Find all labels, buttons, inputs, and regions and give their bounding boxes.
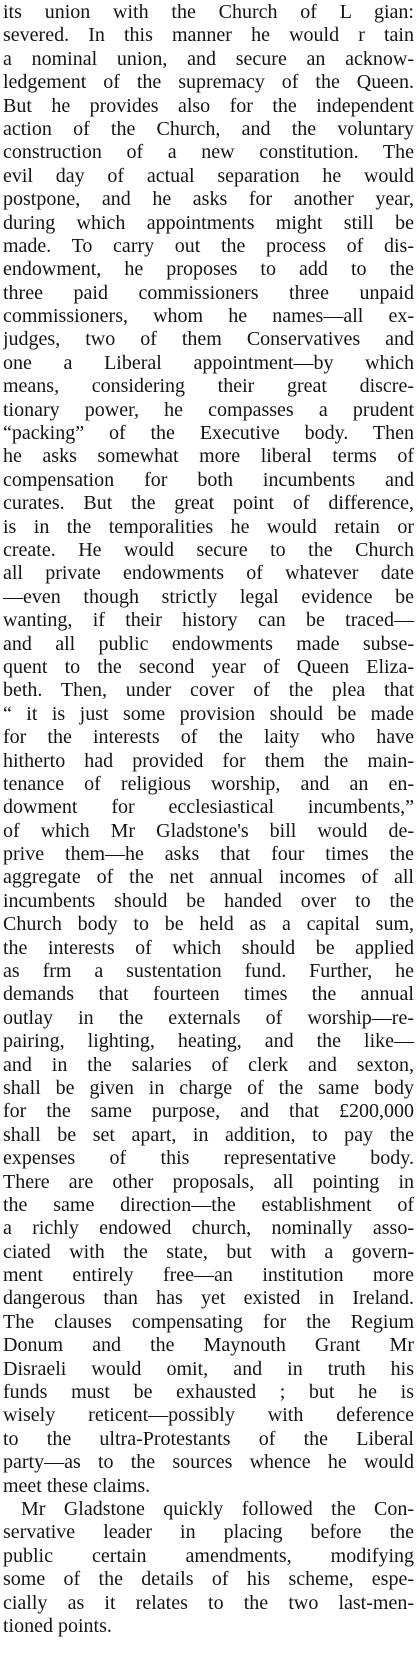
text-line: dangerous than has yet existed in Ireland.: [3, 1287, 414, 1310]
text-line: demands that fourteen times the annual: [3, 983, 414, 1006]
text-line: expenses of this representative body.: [3, 1147, 414, 1170]
text-line: But he provides also for the independent: [3, 94, 414, 117]
text-line: create. He would secure to the Church: [3, 538, 414, 561]
text-line: cially as it relates to the two last-men-: [3, 1591, 414, 1614]
text-line: means, considering their great discre-: [3, 375, 414, 398]
text-line: dowment for ecclesiastical incumbents,”: [3, 796, 414, 819]
article-paragraph-1: [3, 1, 414, 1498]
text-line: during which appointments might still be: [3, 211, 414, 234]
text-line: severed. In this manner he would r tain: [3, 24, 414, 47]
text-line: the interests of which should be applied: [3, 936, 414, 959]
text-line: quent to the second year of Queen Eliza-: [3, 655, 414, 678]
text-line: Mr Gladstone quickly followed the Con-: [21, 1498, 414, 1520]
text-line: pairing, lighting, heating, and the like—: [3, 1030, 414, 1053]
text-line: postpone, and he asks for another year,: [3, 188, 414, 211]
text-line: and in the salaries of clerk and sexton,: [3, 1053, 414, 1076]
text-line: ciated with the state, but with a govern-: [3, 1240, 414, 1263]
text-line: for the same purpose, and that £200,000: [3, 1100, 414, 1123]
text-line: aggregate of the net annual incomes of all: [3, 866, 414, 889]
text-line: hitherto had provided for them the main-: [3, 749, 414, 772]
text-line: There are other proposals, all pointing in: [3, 1170, 414, 1193]
text-line: tenance of religious worship, and an en-: [3, 772, 414, 795]
text-line: tionary power, he compasses a prudent: [3, 398, 414, 421]
text-line: judges, two of them Conservatives and: [3, 328, 414, 351]
text-line: The clauses compensating for the Regium: [3, 1310, 414, 1333]
text-line: wanting, if their history can be traced—: [3, 609, 414, 632]
text-line: ledgement of the supremacy of the Queen.: [3, 71, 414, 94]
text-line: one a Liberal appointment—by which: [3, 351, 414, 374]
text-line: funds must be exhausted ; but he is: [3, 1381, 414, 1404]
text-line: its union with the Church of L gian:: [3, 1, 414, 23]
text-line: a nominal union, and secure an acknow-: [3, 47, 414, 70]
text-line: —even though strictly legal evidence be: [3, 585, 414, 608]
text-line: incumbents should be handed over to the: [3, 889, 414, 912]
text-line: ment entirely free—an institution more: [3, 1264, 414, 1287]
text-line: for the interests of the laity who have: [3, 726, 414, 749]
text-line: beth. Then, under cover of the plea that: [3, 679, 414, 702]
text-line: “ it is just some provision should be made: [3, 702, 414, 725]
text-line: construction of a new constitution. The: [3, 141, 414, 164]
text-line: a richly endowed church, nominally asso-: [3, 1217, 414, 1240]
text-line: party—as to the sources whence he would: [3, 1451, 414, 1474]
text-line: evil day of actual separation he would: [3, 164, 414, 187]
text-line: meet these claims.: [3, 1474, 151, 1497]
text-line: commissioners, whom he names—all ex-: [3, 305, 414, 328]
text-line: he asks somewhat more liberal terms of: [3, 445, 414, 468]
text-line: wisely reticent—possibly with deference: [3, 1404, 414, 1427]
text-line: all private endowments of whatever date: [3, 562, 414, 585]
text-line: endowment, he proposes to add to the: [3, 258, 414, 281]
text-line: prive them—he asks that four times the: [3, 843, 414, 866]
newspaper-column: [3, 0, 414, 1638]
text-line: outlay in the externals of worship—re-: [3, 1006, 414, 1029]
text-line: public certain amendments, modifying: [3, 1544, 414, 1567]
article-paragraph-2: [3, 1498, 414, 1638]
text-line: compensation for both incumbents and: [3, 468, 414, 491]
text-line: shall be given in charge of the same body: [3, 1076, 414, 1099]
text-line: to the ultra-Protestants of the Liberal: [3, 1427, 414, 1450]
text-line: as frm a sustentation fund. Further, he: [3, 960, 414, 983]
text-line: Church body to be held as a capital sum,: [3, 913, 414, 936]
text-line: is in the temporalities he would retain or: [3, 515, 414, 538]
text-line: servative leader in placing before the: [3, 1521, 414, 1544]
text-line: made. To carry out the process of dis-: [3, 234, 414, 257]
text-line: curates. But the great point of difference,: [3, 492, 414, 515]
text-line: action of the Church, and the voluntary: [3, 117, 414, 140]
text-line: of which Mr Gladstone's bill would de-: [3, 819, 414, 842]
text-line: some of the details of his scheme, espe-: [3, 1568, 414, 1591]
text-line: tioned points.: [3, 1614, 112, 1637]
text-line: shall be set apart, in addition, to pay the: [3, 1123, 414, 1146]
text-line: three paid commissioners three unpaid: [3, 281, 414, 304]
text-line: “packing” of the Executive body. Then: [3, 422, 414, 445]
text-line: the same direction—the establishment of: [3, 1193, 414, 1216]
text-line: and all public endowments made subse-: [3, 632, 414, 655]
text-line: Donum and the Maynouth Grant Mr: [3, 1334, 414, 1357]
text-line: Disraeli would omit, and in truth his: [3, 1357, 414, 1380]
